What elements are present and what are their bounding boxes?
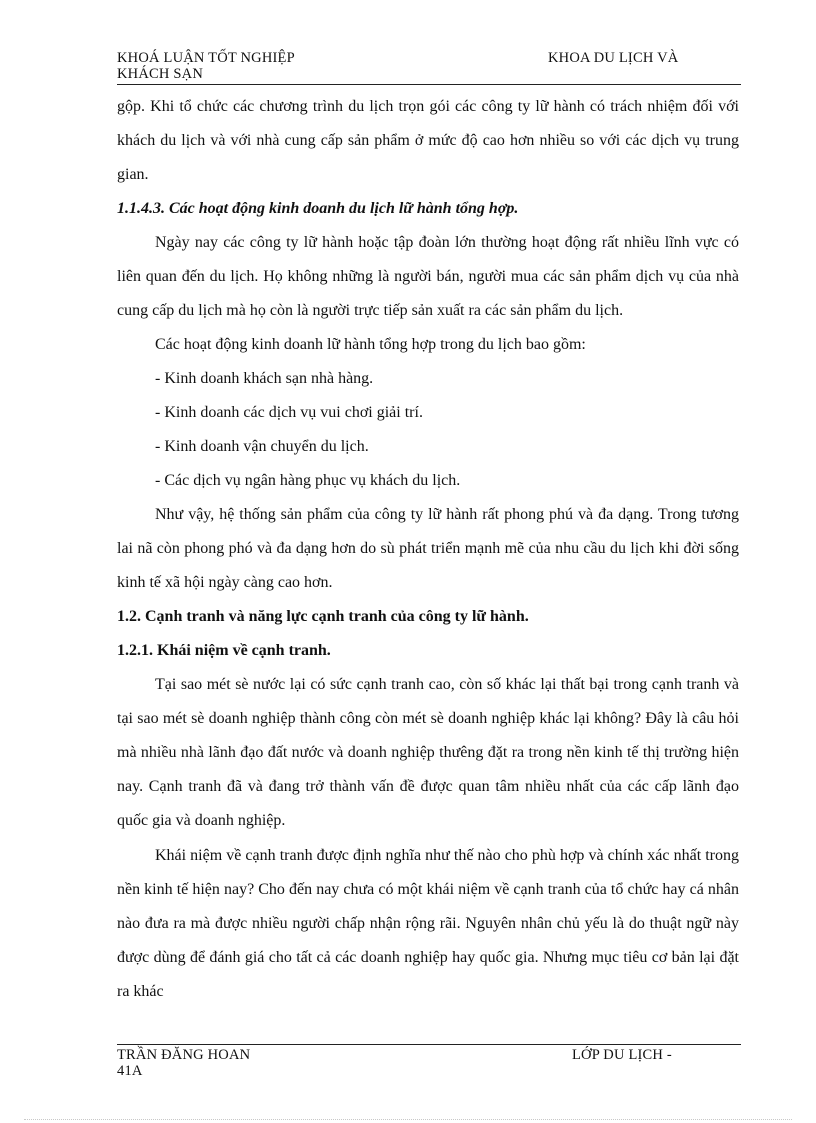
- header-faculty: KHOA DU LỊCH VÀ: [548, 50, 679, 66]
- page-bottom-dotted-line: [24, 1119, 792, 1120]
- page-body: [117, 90, 739, 1009]
- list-item: - Kinh doanh vận chuyển du lịch.: [155, 438, 369, 455]
- paragraph-2: Ngày nay các công ty lữ hành hoặc tập đoàn lớn thường hoạt động rất nhiều lĩnh vực có liên quan đến du lịch. Họ không những là người bán, người mua các sản phẩm dịch vụ của nhà cung cấp du lịch mà họ còn là người trực tiếp sản xuất ra các sản phẩm du lịch.: [117, 234, 739, 319]
- header-rule: [117, 84, 741, 85]
- paragraph-6: Khái niệm về cạnh tranh được định nghĩa như thế nào cho phù hợp và chính xác nhất trong nền kinh tế hiện nay? Cho đến nay chưa có một khái niệm về cạnh tranh của tổ chức hay cá nhân nào đưa ra mà được nhiều người chấp nhận rộng rãi. Nguyên nhân chủ yếu là do thuật ngữ này được dùng để đánh giá cho tất cả các doanh nghiệp hay quốc gia. Nhưng mục tiêu cơ bản lại đặt ra khác: [117, 847, 739, 1000]
- paragraph-4: Như vậy, hệ thống sản phẩm của công ty lữ hành rất phong phú và đa dạng. Trong tương lai nã còn phong phó và đa dạng hơn do sù phát triển mạnh mẽ của nhu cầu du lịch khi đời sống kinh tế xã hội ngày càng cao hơn.: [117, 506, 739, 591]
- list-item: - Các dịch vụ ngân hàng phục vụ khách du lịch.: [155, 472, 461, 489]
- paragraph-3: Các hoạt động kinh doanh lữ hành tổng hợp trong du lịch bao gồm:: [155, 336, 586, 353]
- heading-1-2-1: 1.2.1. Khái niệm về cạnh tranh.: [117, 642, 331, 659]
- footer-author: TRẦN ĐĂNG HOAN: [117, 1047, 251, 1063]
- heading-1-1-4-3: 1.1.4.3. Các hoạt động kinh doanh du lịch lữ hành tổng hợp.: [117, 200, 519, 217]
- paragraph-1: gộp. Khi tổ chức các chương trình du lịch trọn gói các công ty lữ hành có trách nhiệm đối với khách du lịch và với nhà cung cấp sản phẩm ở mức độ cao hơn nhiều so với các dịch vụ trung gian.: [117, 98, 739, 183]
- footer-rule: [117, 1044, 741, 1045]
- list-item: - Kinh doanh các dịch vụ vui chơi giải trí.: [155, 404, 423, 421]
- header-thesis-title: KHOÁ LUẬN TỐT NGHIỆP: [117, 50, 295, 66]
- footer-author-cont: 41A: [117, 1063, 143, 1079]
- header-thesis-title-cont: KHÁCH SẠN: [117, 66, 203, 82]
- footer-class: LỚP DU LỊCH -: [572, 1047, 672, 1063]
- page-header: [117, 50, 741, 82]
- page-footer: [117, 1047, 741, 1079]
- list-item: - Kinh doanh khách sạn nhà hàng.: [155, 370, 374, 387]
- paragraph-5: Tại sao mét sè nước lại có sức cạnh tranh cao, còn số khác lại thất bại trong cạnh tranh và tại sao mét sè doanh nghiệp thành công còn mét sè doanh nghiệp khác lại không? Đây là câu hỏi mà nhiều nhà lãnh đạo đất nước và doanh nghiệp thưêng đặt ra trong nền kinh tế thị trường hiện nay. Cạnh tranh đã và đang trở thành vấn đề được quan tâm nhiều nhất của các cấp lãnh đạo quốc gia và doanh nghiệp.: [117, 676, 739, 829]
- heading-1-2: 1.2. Cạnh tranh và năng lực cạnh tranh của công ty lữ hành.: [117, 608, 529, 625]
